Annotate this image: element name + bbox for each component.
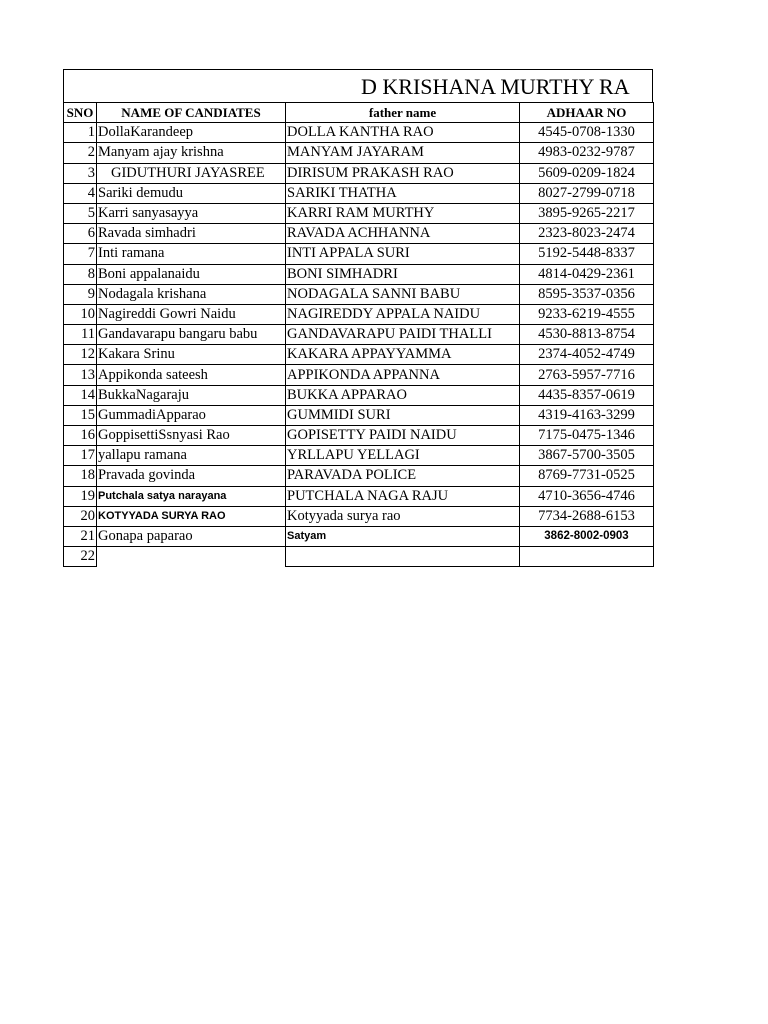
cell-aadhaar: 2323-8023-2474	[520, 224, 654, 244]
cell-aadhaar: 3867-5700-3505	[520, 446, 654, 466]
cell-father: GANDAVARAPU PAIDI THALLI	[286, 325, 520, 345]
table-row	[64, 486, 654, 506]
page-title: D KRISHANA MURTHY RA	[361, 74, 630, 99]
header-row	[64, 103, 654, 123]
cell-sno: 5	[64, 203, 97, 223]
header-aadhaar: ADHAAR NO	[520, 103, 654, 123]
table-row	[64, 325, 654, 345]
cell-aadhaar: 8595-3537-0356	[520, 284, 654, 304]
table-row	[64, 547, 654, 567]
cell-name: yallapu ramana	[97, 446, 286, 466]
table-row	[64, 365, 654, 385]
cell-aadhaar: 4435-8357-0619	[520, 385, 654, 405]
cell-aadhaar: 7175-0475-1346	[520, 426, 654, 446]
cell-father: INTI APPALA SURI	[286, 244, 520, 264]
cell-aadhaar: 8027-2799-0718	[520, 183, 654, 203]
cell-father: APPIKONDA APPANNA	[286, 365, 520, 385]
cell-sno: 1	[64, 123, 97, 143]
table-row	[64, 284, 654, 304]
cell-sno: 9	[64, 284, 97, 304]
cell-father: NODAGALA SANNI BABU	[286, 284, 520, 304]
cell-aadhaar: 4983-0232-9787	[520, 143, 654, 163]
cell-aadhaar: 4530-8813-8754	[520, 325, 654, 345]
cell-father: KARRI RAM MURTHY	[286, 203, 520, 223]
cell-name: Karri sanyasayya	[97, 203, 286, 223]
cell-aadhaar: 5192-5448-8337	[520, 244, 654, 264]
cell-name: Gonapa paparao	[97, 526, 286, 546]
cell-name: Nagireddi Gowri Naidu	[97, 304, 286, 324]
cell-sno: 2	[64, 143, 97, 163]
table-row	[64, 123, 654, 143]
cell-name: GoppisettiSsnyasi Rao	[97, 426, 286, 446]
cell-aadhaar: 3895-9265-2217	[520, 203, 654, 223]
table-row	[64, 264, 654, 284]
title-row	[63, 69, 653, 102]
cell-aadhaar: 4710-3656-4746	[520, 486, 654, 506]
cell-name: DollaKarandeep	[97, 123, 286, 143]
cell-father: PUTCHALA NAGA RAJU	[286, 486, 520, 506]
cell-name: Kakara Srinu	[97, 345, 286, 365]
cell-father: Satyam	[286, 526, 520, 546]
cell-father: YRLLAPU YELLAGI	[286, 446, 520, 466]
cell-sno: 17	[64, 446, 97, 466]
table-row	[64, 203, 654, 223]
cell-aadhaar: 4319-4163-3299	[520, 405, 654, 425]
cell-aadhaar: 7734-2688-6153	[520, 506, 654, 526]
candidates-table	[63, 102, 654, 567]
cell-name: Sariki demudu	[97, 183, 286, 203]
cell-name: Manyam ajay krishna	[97, 143, 286, 163]
cell-father: Kotyyada surya rao	[286, 506, 520, 526]
cell-name: BukkaNagaraju	[97, 385, 286, 405]
table-row	[64, 426, 654, 446]
cell-aadhaar: 9233-6219-4555	[520, 304, 654, 324]
cell-name: Inti ramana	[97, 244, 286, 264]
cell-name: Boni appalanaidu	[97, 264, 286, 284]
cell-sno: 16	[64, 426, 97, 446]
cell-sno: 10	[64, 304, 97, 324]
cell-name: GIDUTHURI JAYASREE	[97, 163, 286, 183]
cell-sno: 6	[64, 224, 97, 244]
cell-father: SARIKI THATHA	[286, 183, 520, 203]
cell-sno: 13	[64, 365, 97, 385]
cell-father: RAVADA ACHHANNA	[286, 224, 520, 244]
cell-aadhaar: 2763-5957-7716	[520, 365, 654, 385]
cell-father: NAGIREDDY APPALA NAIDU	[286, 304, 520, 324]
table-row	[64, 446, 654, 466]
cell-sno: 12	[64, 345, 97, 365]
table-row	[64, 506, 654, 526]
table-row	[64, 304, 654, 324]
cell-name: Putchala satya narayana	[97, 486, 286, 506]
cell-name: Appikonda sateesh	[97, 365, 286, 385]
cell-name: KOTYYADA SURYA RAO	[97, 506, 286, 526]
table-row	[64, 143, 654, 163]
cell-father: KAKARA APPAYYAMMA	[286, 345, 520, 365]
cell-aadhaar: 4545-0708-1330	[520, 123, 654, 143]
cell-father: DIRISUM PRAKASH RAO	[286, 163, 520, 183]
header-sno: SNO	[64, 103, 97, 123]
cell-father: BONI SIMHADRI	[286, 264, 520, 284]
cell-father: MANYAM JAYARAM	[286, 143, 520, 163]
cell-sno: 20	[64, 506, 97, 526]
cell-aadhaar: 8769-7731-0525	[520, 466, 654, 486]
table-row	[64, 244, 654, 264]
cell-name: Pravada govinda	[97, 466, 286, 486]
cell-sno: 21	[64, 526, 97, 546]
cell-father: DOLLA KANTHA RAO	[286, 123, 520, 143]
table-row	[64, 526, 654, 546]
cell-sno: 18	[64, 466, 97, 486]
cell-sno: 14	[64, 385, 97, 405]
spreadsheet	[63, 69, 653, 567]
table-row	[64, 466, 654, 486]
table-row	[64, 183, 654, 203]
cell-father: GUMMIDI SURI	[286, 405, 520, 425]
cell-sno: 19	[64, 486, 97, 506]
cell-father: GOPISETTY PAIDI NAIDU	[286, 426, 520, 446]
cell-sno: 11	[64, 325, 97, 345]
cell-aadhaar: 3862-8002-0903	[520, 526, 654, 546]
cell-sno: 22	[64, 547, 97, 567]
cell-sno: 3	[64, 163, 97, 183]
cell-aadhaar: 2374-4052-4749	[520, 345, 654, 365]
cell-father	[286, 547, 520, 567]
table-row	[64, 385, 654, 405]
table-row	[64, 345, 654, 365]
cell-aadhaar: 4814-0429-2361	[520, 264, 654, 284]
cell-sno: 7	[64, 244, 97, 264]
header-father: father name	[286, 103, 520, 123]
cell-sno: 8	[64, 264, 97, 284]
cell-father: BUKKA APPARAO	[286, 385, 520, 405]
cell-aadhaar	[520, 547, 654, 567]
cell-name: Nodagala krishana	[97, 284, 286, 304]
cell-name: GummadiApparao	[97, 405, 286, 425]
cell-name: Gandavarapu bangaru babu	[97, 325, 286, 345]
cell-sno: 4	[64, 183, 97, 203]
table-row	[64, 224, 654, 244]
cell-father: PARAVADA POLICE	[286, 466, 520, 486]
header-name: NAME OF CANDIATES	[97, 103, 286, 123]
cell-sno: 15	[64, 405, 97, 425]
cell-name: Ravada simhadri	[97, 224, 286, 244]
cell-name	[97, 547, 286, 567]
cell-aadhaar: 5609-0209-1824	[520, 163, 654, 183]
table-row	[64, 163, 654, 183]
table-body	[64, 123, 654, 567]
table-row	[64, 405, 654, 425]
